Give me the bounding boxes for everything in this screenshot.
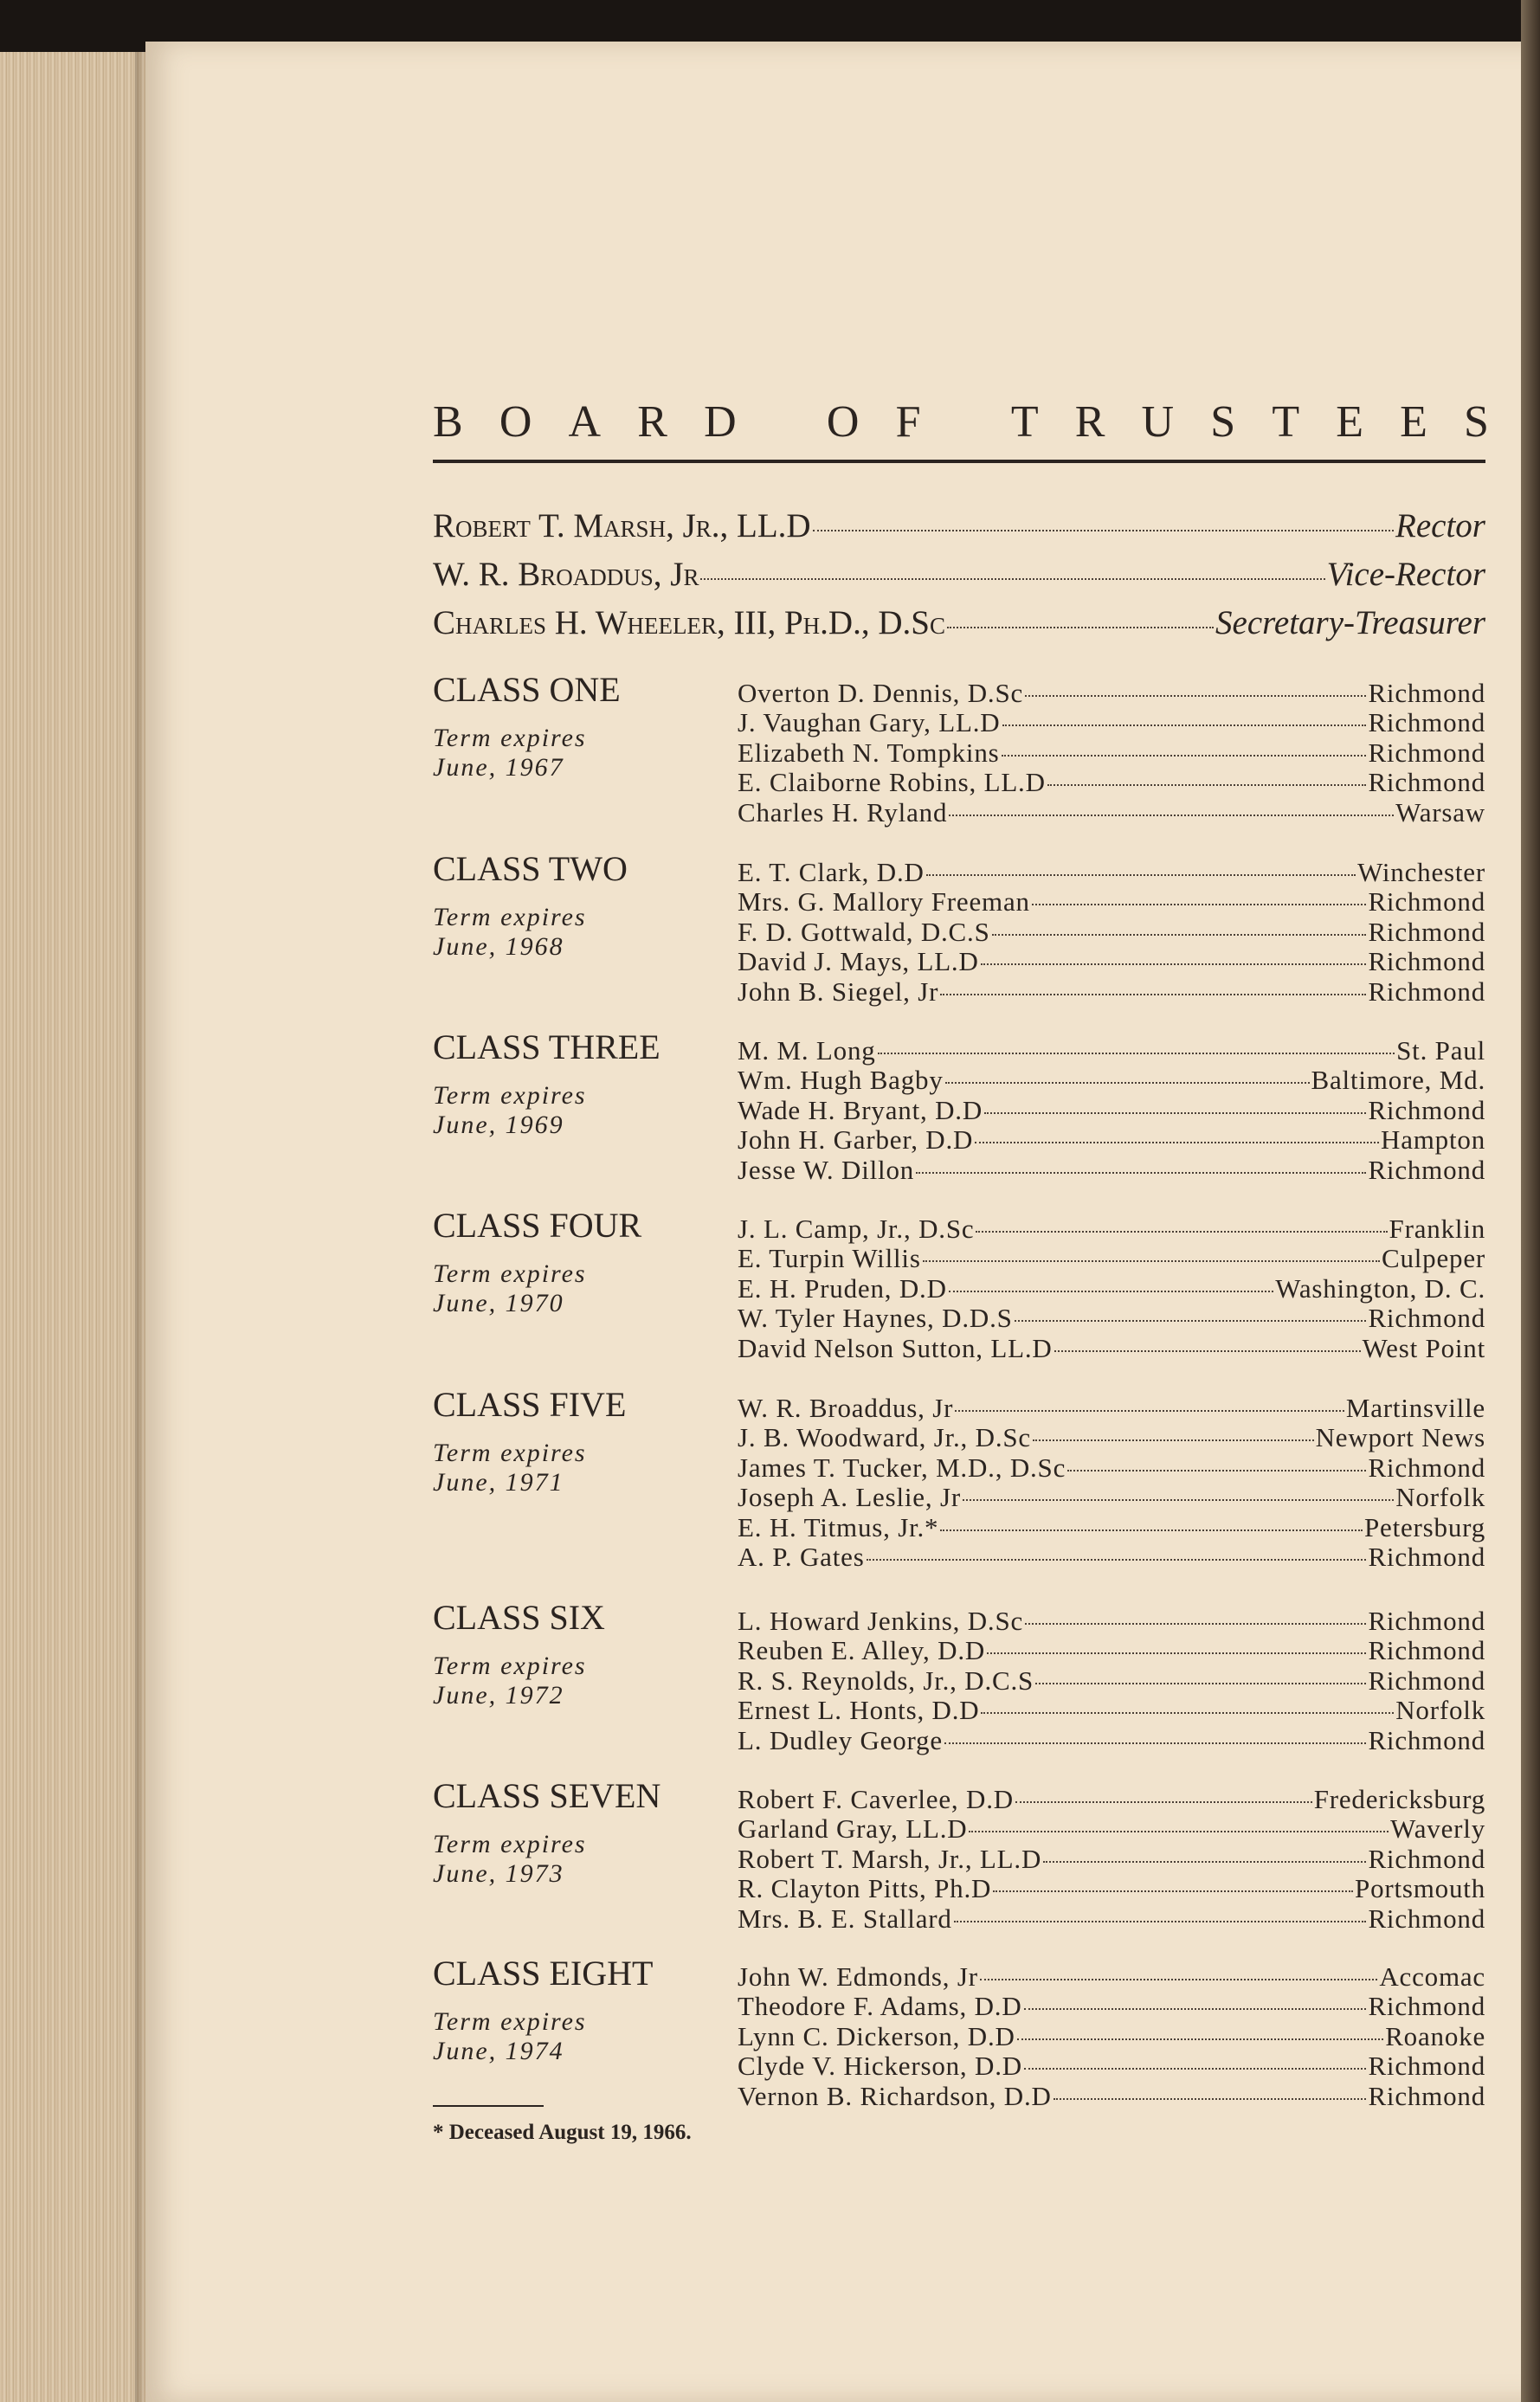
member-row xyxy=(738,1606,1485,1635)
title-letter: A xyxy=(568,397,602,447)
dot-leader xyxy=(1017,2038,1384,2040)
member-row xyxy=(738,707,1485,737)
member-row xyxy=(738,1482,1485,1511)
title-rule xyxy=(433,460,1485,463)
member-name: Overton D. Dennis, D.Sc xyxy=(738,678,1024,708)
class-label xyxy=(433,848,727,962)
class-label xyxy=(433,1953,727,2066)
member-place: Richmond xyxy=(1368,946,1485,977)
member-name: J. B. Woodward, Jr., D.Sc xyxy=(738,1422,1031,1453)
member-name: Mrs. B. E. Stallard xyxy=(738,1903,952,1934)
member-row xyxy=(738,1035,1485,1065)
member-name: W. Tyler Haynes, D.D.S xyxy=(738,1303,1013,1334)
member-place: St. Paul xyxy=(1396,1035,1485,1066)
term-label: Term expires xyxy=(433,1830,587,1858)
term-date: June, 1971 xyxy=(433,1468,564,1497)
dot-leader xyxy=(940,994,1366,995)
term-label: Term expires xyxy=(433,1081,587,1110)
member-row xyxy=(738,917,1485,946)
term-expires xyxy=(433,1439,727,1497)
footnote-rule xyxy=(433,2105,544,2107)
term-date: June, 1972 xyxy=(433,1681,564,1710)
page-title xyxy=(433,396,1489,448)
member-name: R. Clayton Pitts, Ph.D xyxy=(738,1873,992,1904)
member-place: Culpeper xyxy=(1381,1243,1485,1274)
dot-leader xyxy=(1015,1320,1367,1322)
term-expires xyxy=(433,1830,727,1889)
member-place: Fredericksburg xyxy=(1313,1784,1485,1814)
dot-leader xyxy=(984,1112,1366,1114)
dot-leader xyxy=(878,1053,1395,1054)
member-row xyxy=(738,1725,1485,1755)
member-place: Richmond xyxy=(1368,1452,1485,1483)
member-row xyxy=(738,1095,1485,1124)
members-list xyxy=(738,857,1485,1006)
member-place: Franklin xyxy=(1389,1214,1485,1244)
dot-leader xyxy=(1033,1439,1314,1441)
class-label xyxy=(433,1384,727,1497)
member-place: Warsaw xyxy=(1395,796,1485,827)
member-place: Richmond xyxy=(1368,1665,1485,1696)
dot-leader xyxy=(975,1142,1379,1143)
officer-title: Rector xyxy=(1395,507,1485,544)
member-place: Richmond xyxy=(1368,1303,1485,1334)
dot-leader xyxy=(949,1291,1273,1292)
dot-leader xyxy=(1054,2098,1367,2100)
member-row xyxy=(738,1961,1485,1991)
officer-row xyxy=(433,603,1485,652)
member-name: Lynn C. Dickerson, D.D xyxy=(738,2020,1015,2051)
member-place: Baltimore, Md. xyxy=(1311,1065,1485,1096)
term-expires xyxy=(433,1259,727,1318)
member-row xyxy=(738,1665,1485,1695)
title-space xyxy=(957,396,975,448)
member-row xyxy=(738,886,1485,916)
term-label: Term expires xyxy=(433,2007,587,2036)
class-name: CLASS ONE xyxy=(433,670,621,709)
dot-leader xyxy=(980,1979,1377,1980)
term-label: Term expires xyxy=(433,1652,587,1680)
member-row xyxy=(738,1452,1485,1482)
members-list xyxy=(738,1035,1485,1184)
member-row xyxy=(738,1784,1485,1813)
member-name: David J. Mays, LL.D xyxy=(738,946,979,977)
term-label: Term expires xyxy=(433,724,587,752)
dot-leader xyxy=(1054,1350,1361,1352)
title-letter: B xyxy=(433,397,463,447)
dot-leader xyxy=(1032,904,1367,905)
member-row xyxy=(738,1813,1485,1843)
dot-leader xyxy=(1002,724,1367,726)
dot-leader xyxy=(700,578,1324,580)
term-label: Term expires xyxy=(433,1259,587,1288)
member-row xyxy=(738,1542,1485,1571)
member-row xyxy=(738,2081,1485,2110)
title-letter: S xyxy=(1464,397,1489,447)
officer-row xyxy=(433,506,1485,555)
member-row xyxy=(738,1243,1485,1272)
title-letter: S xyxy=(1210,397,1236,447)
member-place: Richmond xyxy=(1368,1843,1485,1874)
member-name: Robert T. Marsh, Jr., LL.D xyxy=(738,1843,1042,1874)
dot-leader xyxy=(916,1172,1366,1174)
class-name: CLASS TWO xyxy=(433,849,628,888)
dot-leader xyxy=(940,1529,1363,1531)
footnote: * Deceased August 19, 1966. xyxy=(433,2121,692,2144)
dot-leader xyxy=(949,815,1394,816)
term-label: Term expires xyxy=(433,903,587,931)
member-name: John B. Siegel, Jr xyxy=(738,976,939,1007)
member-place: Washington, D. C. xyxy=(1275,1272,1485,1304)
member-place: Portsmouth xyxy=(1355,1873,1485,1904)
member-name: E. T. Clark, D.D xyxy=(738,857,925,887)
member-name: W. R. Broaddus, Jr xyxy=(738,1393,954,1423)
dot-leader xyxy=(1035,1683,1366,1684)
member-place: West Point xyxy=(1362,1332,1485,1363)
member-row xyxy=(738,857,1485,886)
dot-leader xyxy=(923,1260,1380,1262)
dot-leader xyxy=(987,1652,1366,1654)
book-page-stack xyxy=(0,52,147,2402)
member-row xyxy=(738,976,1485,1006)
member-place: Richmond xyxy=(1368,976,1485,1007)
member-name: E. H. Pruden, D.D xyxy=(738,1272,947,1304)
title-letter: R xyxy=(637,397,667,447)
dot-leader xyxy=(867,1559,1367,1561)
class-label xyxy=(433,1027,727,1140)
dot-leader xyxy=(1002,755,1367,757)
term-date: June, 1969 xyxy=(433,1111,564,1139)
member-name: Elizabeth N. Tompkins xyxy=(738,737,1000,768)
title-letter: E xyxy=(1400,397,1427,447)
header xyxy=(433,396,1489,463)
member-place: Waverly xyxy=(1390,1813,1485,1845)
book-right-edge xyxy=(1521,0,1540,2402)
member-place: Richmond xyxy=(1368,678,1485,708)
dot-leader xyxy=(944,1742,1367,1744)
class-label xyxy=(433,1205,727,1318)
term-date: June, 1967 xyxy=(433,753,564,782)
member-place: Petersburg xyxy=(1363,1511,1485,1542)
member-row xyxy=(738,1124,1485,1154)
dot-leader xyxy=(1043,1861,1366,1863)
member-place: Martinsville xyxy=(1345,1393,1485,1423)
member-row xyxy=(738,2051,1485,2080)
class-name: CLASS FIVE xyxy=(433,1385,627,1424)
title-letter: E xyxy=(1336,397,1363,447)
members-list xyxy=(738,1961,1485,2110)
dot-leader xyxy=(993,1890,1353,1892)
term-expires xyxy=(433,2007,727,2066)
term-expires xyxy=(433,724,727,782)
member-row xyxy=(738,678,1485,707)
officer-name: Robert T. Marsh, Jr., LL.D xyxy=(433,507,811,544)
dot-leader xyxy=(955,1410,1344,1412)
member-row xyxy=(738,737,1485,767)
member-row xyxy=(738,2021,1485,2051)
dot-leader xyxy=(945,1082,1310,1084)
officer-name: W. R. Broaddus, Jr xyxy=(433,556,699,593)
members-list xyxy=(738,1393,1485,1571)
member-name: A. P. Gates xyxy=(738,1541,865,1572)
member-name: J. Vaughan Gary, LL.D xyxy=(738,707,1001,738)
member-row xyxy=(738,767,1485,796)
member-place: Richmond xyxy=(1368,1541,1485,1572)
member-name: Wm. Hugh Bagby xyxy=(738,1065,944,1096)
dot-leader xyxy=(1067,1470,1366,1471)
dot-leader xyxy=(981,1712,1394,1714)
title-letter: O xyxy=(499,397,532,447)
members-list xyxy=(738,1214,1485,1362)
member-place: Richmond xyxy=(1368,1724,1485,1755)
title-letter: U xyxy=(1141,397,1175,447)
title-letter: T xyxy=(1272,397,1300,447)
member-place: Richmond xyxy=(1368,1154,1485,1185)
member-place: Accomac xyxy=(1379,1961,1485,1992)
member-place: Richmond xyxy=(1368,2051,1485,2082)
member-row xyxy=(738,1635,1485,1665)
dot-leader xyxy=(992,934,1367,936)
class-name: CLASS SIX xyxy=(433,1598,605,1637)
member-name: John W. Edmonds, Jr xyxy=(738,1961,978,1992)
term-label: Term expires xyxy=(433,1439,587,1467)
title-letter: D xyxy=(704,397,737,447)
member-row xyxy=(738,1422,1485,1452)
member-row xyxy=(738,1844,1485,1873)
member-name: L. Howard Jenkins, D.Sc xyxy=(738,1606,1024,1636)
class-name: CLASS THREE xyxy=(433,1027,660,1066)
member-name: Jesse W. Dillon xyxy=(738,1154,915,1185)
member-name: Robert F. Caverlee, D.D xyxy=(738,1784,1014,1814)
class-name: CLASS SEVEN xyxy=(433,1776,661,1815)
term-date: June, 1974 xyxy=(433,2037,564,2065)
member-name: Vernon B. Richardson, D.D xyxy=(738,2080,1052,2111)
term-expires xyxy=(433,1652,727,1710)
member-place: Hampton xyxy=(1381,1124,1485,1156)
title-letter: F xyxy=(895,397,921,447)
member-row xyxy=(738,946,1485,976)
term-date: June, 1968 xyxy=(433,932,564,961)
member-name: Clyde V. Hickerson, D.D xyxy=(738,2051,1022,2082)
member-name: Reuben E. Alley, D.D xyxy=(738,1635,986,1666)
member-place: Richmond xyxy=(1368,916,1485,947)
member-place: Richmond xyxy=(1368,1903,1485,1934)
member-row xyxy=(738,1873,1485,1903)
member-place: Richmond xyxy=(1368,1094,1485,1125)
dot-leader xyxy=(1025,1623,1366,1625)
member-place: Richmond xyxy=(1368,707,1485,738)
dot-leader xyxy=(1015,1801,1312,1803)
member-name: Garland Gray, LL.D xyxy=(738,1813,968,1845)
dot-leader xyxy=(947,627,1214,628)
dot-leader xyxy=(1024,2008,1367,2010)
officer-title: Secretary-Treasurer xyxy=(1215,604,1485,641)
member-name: J. L. Camp, Jr., D.Sc xyxy=(738,1214,975,1244)
member-name: David Nelson Sutton, LL.D xyxy=(738,1332,1053,1363)
member-row xyxy=(738,1393,1485,1422)
member-row xyxy=(738,1214,1485,1243)
officers-list xyxy=(433,506,1485,652)
member-place: Norfolk xyxy=(1395,1482,1485,1513)
officer-title: Vice-Rector xyxy=(1326,556,1485,593)
dot-leader xyxy=(981,963,1367,965)
member-place: Norfolk xyxy=(1395,1695,1485,1726)
member-row xyxy=(738,1155,1485,1184)
dot-leader xyxy=(1047,784,1367,786)
member-name: M. M. Long xyxy=(738,1035,876,1066)
member-name: Mrs. G. Mallory Freeman xyxy=(738,886,1030,918)
term-expires xyxy=(433,903,727,962)
member-name: Ernest L. Honts, D.D xyxy=(738,1695,980,1726)
member-row xyxy=(738,1273,1485,1303)
member-name: Theodore F. Adams, D.D xyxy=(738,1991,1022,2022)
member-place: Richmond xyxy=(1368,2080,1485,2111)
member-row xyxy=(738,1065,1485,1094)
member-name: L. Dudley George xyxy=(738,1724,943,1755)
member-name: Joseph A. Leslie, Jr xyxy=(738,1482,961,1513)
officer-name: Charles H. Wheeler, III, Ph.D., D.Sc xyxy=(433,604,945,641)
dot-leader xyxy=(926,874,1356,876)
title-letter: O xyxy=(826,397,860,447)
member-name: E. Turpin Willis xyxy=(738,1243,921,1274)
member-row xyxy=(738,1303,1485,1332)
members-list xyxy=(738,678,1485,827)
member-place: Richmond xyxy=(1368,737,1485,768)
members-list xyxy=(738,1784,1485,1933)
term-date: June, 1970 xyxy=(433,1289,564,1317)
dot-leader xyxy=(1024,2068,1366,2070)
member-place: Richmond xyxy=(1368,767,1485,798)
member-row xyxy=(738,1695,1485,1724)
member-name: E. Claiborne Robins, LL.D xyxy=(738,767,1046,798)
member-name: F. D. Gottwald, D.C.S xyxy=(738,916,990,947)
member-place: Newport News xyxy=(1315,1422,1485,1453)
member-name: Wade H. Bryant, D.D xyxy=(738,1094,983,1125)
officer-row xyxy=(433,555,1485,603)
title-letter: T xyxy=(1010,397,1039,447)
member-place: Winchester xyxy=(1357,857,1485,887)
class-label xyxy=(433,1775,727,1889)
member-place: Richmond xyxy=(1368,1635,1485,1666)
members-list xyxy=(738,1606,1485,1755)
member-place: Richmond xyxy=(1368,1606,1485,1636)
member-row xyxy=(738,1991,1485,2020)
term-expires xyxy=(433,1081,727,1140)
class-name: CLASS EIGHT xyxy=(433,1954,654,1993)
member-row xyxy=(738,1333,1485,1362)
term-date: June, 1973 xyxy=(433,1859,564,1888)
class-label xyxy=(433,669,727,782)
member-place: Richmond xyxy=(1368,886,1485,918)
member-name: John H. Garber, D.D xyxy=(738,1124,974,1156)
dot-leader xyxy=(976,1231,1387,1233)
member-name: James T. Tucker, M.D., D.Sc xyxy=(738,1452,1066,1483)
dot-leader xyxy=(954,1921,1367,1922)
class-name: CLASS FOUR xyxy=(433,1206,642,1245)
member-name: Charles H. Ryland xyxy=(738,796,948,827)
member-place: Roanoke xyxy=(1385,2020,1485,2051)
member-place: Richmond xyxy=(1368,1991,1485,2022)
title-space xyxy=(773,396,790,448)
dot-leader xyxy=(1025,695,1366,697)
member-name: E. H. Titmus, Jr.* xyxy=(738,1511,939,1542)
class-label xyxy=(433,1597,727,1710)
member-row xyxy=(738,1512,1485,1542)
dot-leader xyxy=(813,530,1394,531)
member-row xyxy=(738,797,1485,827)
title-letter: R xyxy=(1074,397,1105,447)
dot-leader xyxy=(969,1831,1389,1832)
member-name: R. S. Reynolds, Jr., D.C.S xyxy=(738,1665,1034,1696)
member-row xyxy=(738,1903,1485,1933)
dot-leader xyxy=(963,1499,1394,1501)
